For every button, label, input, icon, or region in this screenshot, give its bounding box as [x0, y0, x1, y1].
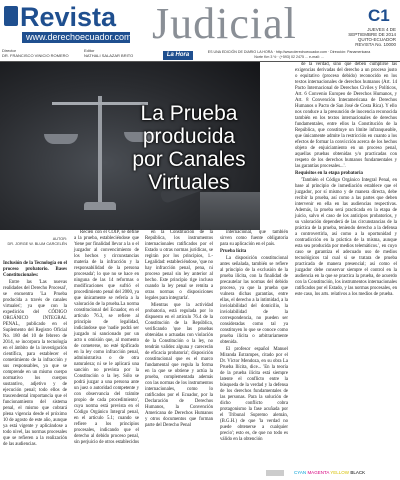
article-column-3	[145, 230, 213, 430]
paragraph: Entre las 'Las nuevas realidades del Derecho Procesal', se encuentra 'La Prueba producida a través de canales virtuales'; ya que con la expedición del CÓDIGO ORGÁNICO INTEGRAL PENAL, publicado en el Suplemento del Registro Oficial No. 180 del 10 de febrero de 2014, se incorpora la tecnología en el ámbito de la investigación científica, para establecer el cometimiento de la infracción y sus responsables, ya que se comprende en un mismo cuerpo normativo los cuerpos sustantivo, adjetivo y de ejecución penal; todo ellos de trascendental importancia que el funcionamiento del sistema penal, el mismo que cobrará plena vigencia desde el próximo 10 de agosto de este año, aunque ya está vigente y aplicándose a todo nivel, las normas procesales que se refieren a la realización de las audiencias.	[3, 280, 67, 447]
title-line: producida	[142, 125, 236, 148]
author-byline	[3, 237, 67, 246]
logo-judicial: Judicial	[152, 0, 297, 48]
paragraph: de la verdad, sino que deben cumplirse las exigencias derivadas del derecho a un proceso justo o equitativo (proceso debido) reconocido en los textos internacionales de derechos humanos (Art. 14 Pacto Internacional de Derechos Civiles y Políticos, Art. 6 Convenio Europeo de Derechos Humanos, y Art. 8 Convención Interamericana de Derechos Humanos o Pacto de San José de Costa Rica). Y ello nos conduce a la presunción de inocencia reconocida también en los textos internacionales de derechos fundamentales, entre ellos la Constitución de la República, que constituye un límite infranqueable, que únicamente admite la restricción en cuanto a los efectos de formar la convicción acerca de los hechos objeto de enjuiciamiento en un proceso penal, aquellas pruebas obtenidas y/o practicadas con respeto de los derechos humanos fundamentales y las garantías procesales...'.	[295, 62, 397, 169]
subheading: Inclusión de la Tecnología en el proceso probatorio. Bases Constitucionales:	[3, 261, 67, 278]
article-title	[118, 102, 260, 194]
footer-mark	[266, 470, 284, 476]
article-column-2	[74, 230, 139, 447]
paragraph: La disposición constitucional antes señalada, también se refiere al principio de la exclusión de la prueba ilícita, con la finalidad de precautelar las normas del debido proceso, ya que la prueba que vulnera dichas garantías, entre ellas, el derecho a la intimidad, a la inviolabilidad del domicilio, la inviolabilidad de la correspondencia, no pueden ser consideradas como tal ya constituyen lo que se conoce como prueba ilícita o arbitrariamente obtenida.	[220, 256, 288, 345]
paragraph: El profesor español Manuel Miranda Estrampes, citado por el Dr. Víctor Mendoza, en su obra La Prueba Ilícita, dice... 'En la teoría de la prueba ilícita está siempre latente el conflicto entre la búsqueda de la verdad y la defensa de los derechos fundamentales de las personas. Para la solución de dicho conflicto cobra protagonismo la fase acuñada por el Tribunal Supremo alemán, (B.G.H.) de que 'la verdad no puede obtenerse a cualquier precio'; esto es, de que no todo es válido en la obtención	[220, 347, 288, 442]
director-credit: Director DR. FRANCISCO VINICIO ROMERO	[2, 48, 69, 58]
ink-yellow-label: YELLOW	[330, 470, 350, 475]
books-shape	[200, 192, 260, 230]
ink-cyan-label: CYAN	[294, 470, 307, 475]
newspaper-logo: La Hora	[163, 51, 193, 60]
website-url[interactable]: www.derechoecuador.com	[26, 32, 132, 42]
paragraph: internacional, que también sirven como fuente obligatoria para su aplicación en el país.	[220, 230, 288, 247]
hero-image	[0, 62, 260, 230]
logo-mark	[4, 6, 18, 26]
paragraph: en la Constitución de la República, los instrumentos internacionales ratificados por el Estado u otras normas jurídicas, se regirán por los principios, 1.- Legalidad: estableciéndose, 'que no hay infracción penal, pena, ni proceso penal sin ley anterior al hecho. Este principio rige incluso cuando la ley penal se remita a otras normas o disposiciones legales para integrarla'.	[145, 230, 213, 301]
article-column-5	[295, 62, 397, 299]
paragraph: Recién con el COIP, se define a la prueba, estableciéndose que 'tiene por finalidad llevar a la o el juzgador al convencimiento de los hechos y circunstancias materia de la infracción y la responsabilidad de la persona procesada'; lo que no se hace en ninguna de las 14 reformas o modificaciones que sufrió el procedimiento penal del 2000, ya que únicamente se refería a la valoración de la prueba.La norma constitucional del Ecuador, en el artículo 76.3, se refiere al principio de legalidad, indicándose que 'nadie podrá ser juzgado ni sancionado por un acto u omisión que, al momento de cometerse, no esté tipificado en la ley como infracción penal, administrativa o de otra naturaleza; ni se le aplicará una sanción no prevista por la Constitución o la ley. Sólo se podrá juzgar a una persona ante un juez o autoridad competente y con observancia del trámite propio de cada procedimiento', cuya norma está prevista en el Código Orgánico Integral penal, en el artículo 5.1; cuando se refiere a los principios procesales, indicando que el derecho al debido proceso penal, sin perjuicio de otros establecidos	[74, 230, 140, 445]
subheading: Prueba lícita	[220, 249, 247, 254]
scale-post-shape	[98, 96, 102, 206]
ink-magenta-label: MAGENTA	[307, 470, 330, 475]
paragraph: 'También el Código Orgánico Integral Penal, en base al principio de inmediación establece que el juzgador, por sí mismo y de manera directa, debe recibir la prueba, así como a las partes que deben intervenir en ella en las audiencias respectivas. Además, la prueba será practicada en la etapa de juicio, salvo el caso de los anticipos probatorios, y su valoración dependerá de las circunstancias de la práctica de la prueba, teniendo derecho a la defensa a controvertirla, así como a la oportunidad y contradicción en la práctica de la misma, aunque esta sea producida por medios telemáticos.', en cuyo caso se garantiza el adecuado uso de medios tecnológicos tal cual si se tratara de prueba practicada de manera presencial; así como el juzgador debe conservar siempre el control en la audiencia en la que se practica la prueba, de acuerdo con la Constitución, los instrumentos internacionales ratificados por el Estado, y las normas procesales, en este caso, los arts. relativos a los medios de prueba.	[295, 178, 397, 297]
scale-base-shape	[84, 202, 116, 210]
article-column-1	[3, 260, 67, 449]
print-color-bar	[294, 470, 400, 476]
logo-revista: Revista	[20, 2, 117, 32]
edition-info: JUEVES 4 DE SEPTIEMBRE DE 2014 QUITO-ECUADOR REVISTA No. 10000	[348, 27, 396, 47]
subheading: Requisitos en la etapa probatoria	[295, 171, 363, 176]
editor-credit: Editor NATHALI SALAZAR BRITO	[84, 48, 134, 58]
author-name: DR. JORGE W. BLUM CARCELÉN	[7, 241, 67, 246]
title-line: por Canales	[132, 148, 246, 171]
ink-black-label: BLACK	[350, 470, 366, 475]
section-code: C1	[368, 6, 390, 25]
title-line: La Prueba	[140, 102, 238, 125]
scale-pan-left-shape	[44, 134, 78, 144]
supplement-info: ES UNA EDICIÓN DE DIARIO LA HORA · http://www.derechoecuador.com · Dirección: Panamericana Norte Km 3 ½ · (+593) 02 2475 ... e-mail: ...	[207, 50, 371, 59]
author-label: AUTOR:	[52, 237, 67, 241]
article-column-4	[220, 230, 288, 444]
paragraph: Mientras que la actividad probatoria, está regulada por lo dispuesto en el artículo 76.4 de la Constitución de la República, verificando 'que las pruebas obtenidas o actuadas con violación de la Constitución o la ley, no tendrán validez alguna y carecerán de eficacia probatoria'; disposición constitucional que es el marco fundamental que regula la forma en la que se obtiene y actúa la prueba, complementada además con las normas de los instrumentos internacionales, como lo ratificados por el Ecuador, por la Declaración de Derechos Humanos, la Convención Americana de Derechos Humanos y otros documentos que forman parte del Derecho Penal	[145, 303, 213, 428]
title-line: Virtuales	[148, 171, 230, 194]
